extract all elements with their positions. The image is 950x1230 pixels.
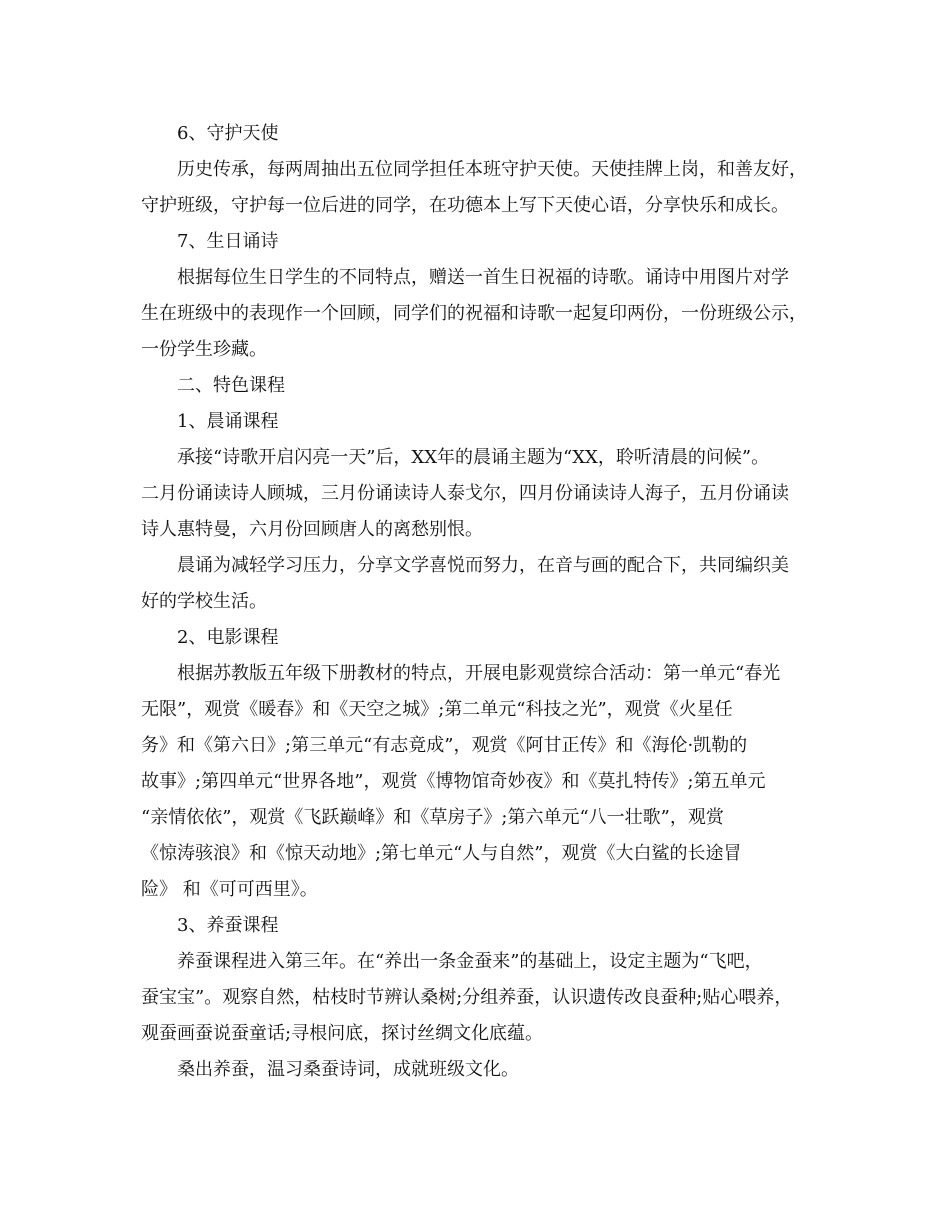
text-line: 观蚕画蚕说蚕童话;寻根问底，探讨丝绸文化底蕴。	[141, 1023, 544, 1044]
section-heading: 6、守护天使	[177, 123, 279, 144]
text-line: 根据每位生日学生的不同特点，赠送一首生日祝福的诗歌。诵诗中用图片对学	[177, 267, 789, 288]
paragraph	[141, 944, 816, 1052]
text-line: 故事》;第四单元“世界各地”，观赏《博物馆奇妙夜》和《莫扎特传》;第五单元	[141, 771, 766, 792]
text-line: 桑出养蚕，温习桑蚕诗词，成就班级文化。	[177, 1059, 519, 1080]
text-line: 根据苏教版五年级下册教材的特点，开展电影观赏综合活动：第一单元“春光	[177, 663, 781, 684]
paragraph	[141, 440, 816, 548]
text-line: 好的学校生活。	[141, 591, 267, 612]
text-line: 生在班级中的表现作一个回顾，同学们的祝福和诗歌一起复印两份，一份班级公示，	[141, 303, 807, 324]
section-heading: 7、生日诵诗	[177, 231, 279, 252]
document-body	[141, 116, 816, 1088]
paragraph	[141, 152, 816, 224]
section-heading: 3、养蚕课程	[177, 915, 279, 936]
text-line: 蚕宝宝”。观察自然，枯枝时节辨认桑树;分组养蚕，认识遗传改良蚕种;贴心喂养，	[141, 987, 793, 1008]
paragraph	[141, 656, 816, 908]
section-heading: 2、电影课程	[177, 627, 279, 648]
text-line: 二月份诵读诗人顾城，三月份诵读诗人泰戈尔，四月份诵读诗人海子，五月份诵读	[141, 483, 789, 504]
text-line: 无限”，观赏《暖春》和《天空之城》;第二单元“科技之光”，观赏《火星任	[141, 699, 733, 720]
paragraph	[141, 1052, 816, 1088]
paragraph	[141, 260, 816, 368]
text-line: 务》和《第六日》;第三单元“有志竟成”，观赏《阿甘正传》和《海伦·凯勒的	[141, 735, 748, 756]
text-line: 养蚕课程进入第三年。在“养出一条金蚕来”的基础上，设定主题为“飞吧，	[177, 951, 763, 972]
text-line: 《惊涛骇浪》和《惊天动地》;第七单元“人与自然”，观赏《大白鲨的长途冒	[141, 843, 742, 864]
text-line: 承接“诗歌开启闪亮一天”后，XX年的晨诵主题为“XX，聆听清晨的问候”。	[177, 447, 770, 468]
paragraph	[141, 548, 816, 620]
section-heading: 1、晨诵课程	[177, 411, 279, 432]
section-heading: 二、特色课程	[177, 375, 285, 396]
text-line: “亲情依依”，观赏《飞跃巅峰》和《草房子》;第六单元“八一壮歌”，观赏	[141, 807, 724, 828]
text-line: 诗人惠特曼，六月份回顾唐人的离愁别恨。	[141, 519, 483, 540]
text-line: 险》 和《可可西里》。	[141, 879, 318, 900]
text-line: 一份学生珍藏。	[141, 339, 267, 360]
text-line: 历史传承，每两周抽出五位同学担任本班守护天使。天使挂牌上岗，和善友好，	[177, 159, 807, 180]
text-line: 晨诵为减轻学习压力，分享文学喜悦而努力，在音与画的配合下，共同编织美	[177, 555, 789, 576]
text-line: 守护班级，守护每一位后进的同学，在功德本上写下天使心语，分享快乐和成长。	[141, 195, 789, 216]
